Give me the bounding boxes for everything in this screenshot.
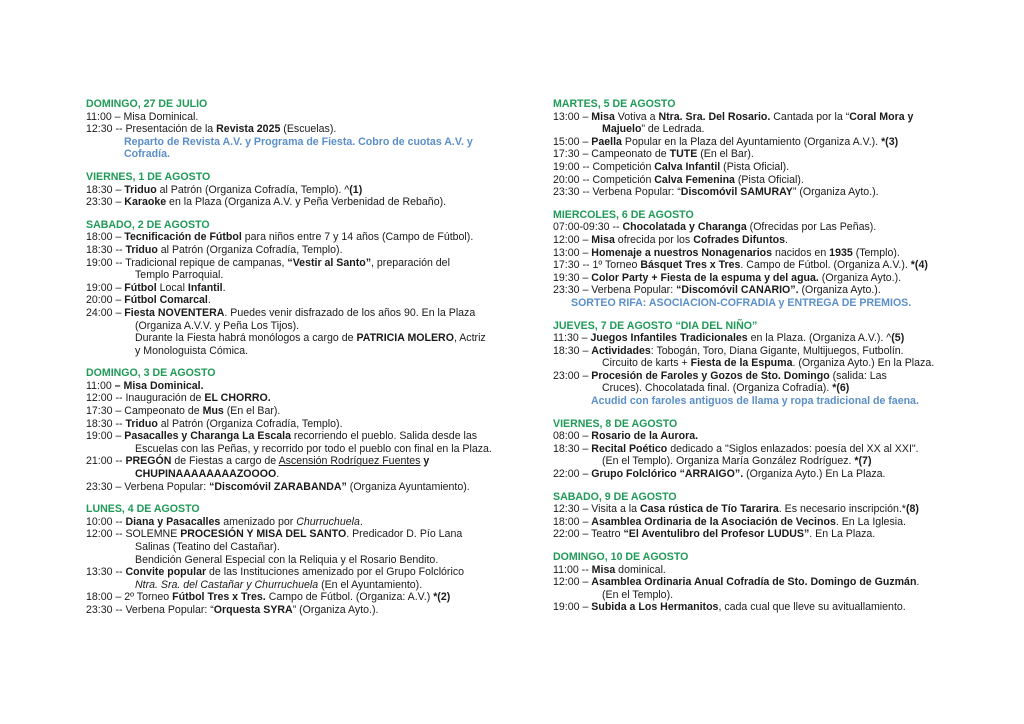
- event: [86, 380, 506, 393]
- event-time: 10:00 --: [86, 515, 126, 528]
- event-highlight: Casa rústica de Tío Tararira: [639, 503, 779, 516]
- event-highlight: Subida a Los Hermanitos: [591, 601, 719, 614]
- day-viernes-8-agosto: [553, 418, 953, 481]
- day-title: VIERNES, 1 DE AGOSTO: [86, 170, 211, 183]
- footnote-ref: (8): [905, 503, 919, 516]
- event-highlight: Calva Femenina: [654, 173, 735, 186]
- event-highlight: Básquet Tres x Tres: [640, 259, 741, 272]
- event: [553, 528, 953, 541]
- event-text: (Pista Oficial).: [720, 160, 790, 173]
- event-highlight: Convite popular: [125, 566, 207, 579]
- event-time: 19:30 –: [553, 271, 592, 284]
- event-text: . Campo de Fútbol. (Organiza A.V.).: [740, 259, 911, 272]
- event-highlight: Calva Infantil: [654, 160, 721, 173]
- event-text: 17:30 – Campeonato de: [553, 148, 670, 161]
- event-highlight: Chocolatada y Charanga: [622, 221, 747, 234]
- event-time: 18:30 –: [86, 183, 125, 196]
- event-text: 19:00 -- Tradicional repique de campanas,: [86, 256, 288, 269]
- event-highlight: Infantil: [187, 281, 223, 294]
- event-text: 17:30 – Campeonato de: [86, 405, 203, 418]
- event-highlight: Tecnificación de Fútbol: [124, 231, 242, 244]
- event-text: 22:00 – Teatro: [553, 528, 624, 541]
- event-text: . Puedes venir disfrazado de los años 90. En la Plaza: [224, 306, 476, 319]
- event-continuation: [553, 357, 953, 370]
- event-text: , Actriz: [453, 332, 486, 345]
- event: [86, 418, 506, 431]
- note: Cofradía.: [124, 148, 170, 161]
- event-text: .: [222, 281, 226, 294]
- footnote-ref: *(3): [881, 135, 899, 148]
- note: SORTEO RIFA: ASOCIACION-COFRADIA y ENTREGA DE PREMIOS.: [571, 296, 912, 309]
- event-text: amenizado por: [220, 515, 297, 528]
- event-highlight: Fiesta NOVENTERA: [124, 306, 225, 319]
- note: Acudid con faroles antiguos de llama y ropa tradicional de faena.: [591, 395, 919, 408]
- event: [86, 244, 506, 257]
- event: [86, 528, 506, 566]
- day-title: MARTES, 5 DE AGOSTO: [553, 98, 676, 110]
- day-title: JUEVES, 7 DE AGOSTO “DIA DEL NIÑO”: [553, 319, 758, 332]
- event-time: 19:00 –: [86, 430, 125, 443]
- event-continuation: Escuelas con las Peñas, y recorrido por todo el pueblo con final en la Plaza.: [135, 442, 492, 455]
- event-text: recorriendo el pueblo. Salida desde las: [290, 430, 478, 443]
- event: [86, 455, 506, 480]
- event-highlight: PATRICIA MOLERO: [356, 332, 454, 345]
- event-time: 18:00 –: [86, 231, 125, 244]
- event: [86, 111, 506, 124]
- event-highlight: y: [420, 455, 430, 468]
- event-text: : Tobogán, Toro, Diana Gigante, Multijuegos, Futbolín.: [650, 344, 904, 357]
- event-text: Cantada por la “: [770, 110, 850, 123]
- event-highlight: PROCESIÓN Y MISA DEL SANTO: [180, 528, 347, 541]
- event-continuation: [86, 468, 506, 481]
- event-continuation: [553, 123, 953, 136]
- event-time: 13:30 --: [86, 566, 126, 579]
- footnote-ref: *(7): [854, 455, 872, 468]
- event-time: 21:00 --: [86, 455, 126, 468]
- event-highlight: Pasacalles y Charanga La Escala: [124, 430, 291, 443]
- event-text: ” de Ledrada.: [641, 123, 705, 136]
- event-text: (En el Ayuntamiento).: [318, 578, 423, 591]
- event-text: Cruces). Chocolatada final. (Organiza Cofradía).: [602, 382, 833, 395]
- day-title: DOMINGO, 3 DE AGOSTO: [86, 367, 216, 380]
- event-continuation: (Organiza A.V.V. y Peña Los Tijos).: [135, 319, 300, 332]
- event-italic: Churruchuela: [296, 515, 360, 528]
- event-text: .: [276, 468, 280, 481]
- event-text: Votiva a: [614, 110, 659, 123]
- event-time: 23:00 –: [553, 369, 592, 382]
- day-sabado-2-agosto: [86, 219, 506, 358]
- event-text: para niños entre 7 y 14 años (Campo de Fútbol).: [241, 231, 474, 244]
- event: [553, 174, 953, 187]
- day-title: VIERNES, 8 DE AGOSTO: [553, 417, 678, 430]
- event: [553, 272, 953, 285]
- event-time: 22:00 –: [553, 468, 592, 481]
- event-text: 12:30 -- Presentación de la: [86, 123, 217, 136]
- event-time: 12:00 –: [553, 233, 592, 246]
- event-text: (Organiza Ayto.).: [798, 284, 881, 297]
- event-text: Campo de Fútbol. (Organiza: A.V.): [265, 591, 434, 604]
- event-text: al Patrón (Organiza Cofradía, Templo). ^: [156, 183, 350, 196]
- speaker-name: Ascensión Rodríguez Fuentes: [278, 455, 421, 468]
- event: [86, 430, 506, 455]
- event: [553, 601, 953, 614]
- day-viernes-1-agosto: [86, 171, 506, 209]
- event-highlight: Cofrades Difuntos: [693, 233, 786, 246]
- event-highlight: Diana y Pasacalles: [125, 515, 221, 528]
- event-highlight: Revista 2025: [216, 123, 281, 136]
- event-highlight: EL CHORRO.: [204, 392, 271, 405]
- event-highlight: Misa: [591, 233, 615, 246]
- event-text: 23:30 – Verbena Popular:: [86, 480, 210, 493]
- event-highlight: “El Aventulibro del Profesor LUDUS”: [623, 528, 810, 541]
- event-time: 07:00-09:30 --: [553, 221, 623, 234]
- event-text: 17:30 -- 1º Torneo: [553, 259, 641, 272]
- event: [86, 481, 506, 494]
- event: [86, 307, 506, 357]
- event: [553, 430, 953, 443]
- event-highlight: Discomóvil SAMURAY: [680, 186, 793, 199]
- event-highlight: Fútbol Tres x Tres.: [172, 591, 266, 604]
- day-domingo-27-julio: [86, 98, 506, 161]
- event-text: Local: [156, 281, 188, 294]
- event: [553, 503, 953, 516]
- footnote-ref: *(6): [832, 382, 850, 395]
- event-text: 12:00 -- SOLEMNE: [86, 528, 181, 541]
- day-lunes-4-agosto: [86, 503, 506, 616]
- footnote-ref: *(4): [910, 259, 928, 272]
- event-highlight: Asamblea Ordinaria de la Asociación de Vecinos: [591, 515, 836, 528]
- day-domingo-3-agosto: [86, 367, 506, 493]
- event-text: 18:00 – 2º Torneo: [86, 591, 173, 604]
- event-text: Popular en la Plaza del Ayuntamiento (Organiza A.V.).: [621, 135, 882, 148]
- event-highlight: Procesión de Faroles y Gozos de Sto. Domingo: [591, 369, 830, 382]
- event: [86, 257, 506, 282]
- event-text: 12:00 -- Inauguración de: [86, 392, 205, 405]
- event-text: (Organiza Ayuntamiento).: [346, 480, 470, 493]
- event-time: 19:00 –: [553, 601, 592, 614]
- event-continuation: [553, 382, 953, 395]
- event-text: Circuito de karts +: [602, 357, 691, 370]
- event: [86, 405, 506, 418]
- event-highlight: Rosario de la Aurora.: [591, 430, 699, 443]
- event-time: 13:00 –: [553, 110, 592, 123]
- footnote-ref: (5): [891, 332, 905, 345]
- event: [553, 186, 953, 199]
- event-text: 19:00 -- Competición: [553, 160, 655, 173]
- event-highlight: Karaoke: [124, 196, 167, 209]
- event-text: (Organiza Ayto.) En La Plaza.: [743, 468, 886, 481]
- event-highlight: – Misa Dominical.: [114, 379, 204, 392]
- event-text: . En La Plaza.: [809, 528, 876, 541]
- event-text: . (Organiza Ayto.) En la Plaza.: [792, 357, 935, 370]
- left-column: [86, 98, 506, 627]
- day-title: DOMINGO, 27 DE JULIO: [86, 98, 208, 110]
- event-highlight: Paella: [591, 135, 622, 148]
- event-text: . Es necesario inscripción.*: [778, 503, 906, 516]
- footnote-ref: (1): [349, 183, 363, 196]
- day-sabado-9-agosto: [553, 491, 953, 541]
- event: [553, 111, 953, 136]
- event-text: 23:30 -- Verbena Popular: “: [86, 603, 214, 616]
- event-text: nacidos en: [772, 246, 830, 259]
- footnote-ref: *(2): [433, 591, 451, 604]
- event: [86, 231, 506, 244]
- event-text: dedicado a "Siglos enlazados: poesía del XX al XXI".: [667, 442, 919, 455]
- event-time: 11:30 –: [553, 332, 591, 345]
- event-time: 18:30 --: [86, 243, 126, 256]
- event-highlight: Recital Poético: [591, 442, 668, 455]
- event-text: 23:30 -- Verbena Popular: “: [553, 186, 681, 199]
- event-highlight: Triduo: [124, 183, 157, 196]
- event-time: 08:00 –: [553, 430, 592, 443]
- event-continuation: [553, 455, 953, 468]
- event-text: (salida: Las: [829, 369, 887, 382]
- event: [86, 184, 506, 197]
- event-highlight: Grupo Folclórico “ARRAIGO”.: [591, 468, 744, 481]
- event-text: . Predicador D. Pío Lana: [346, 528, 463, 541]
- event-highlight: Misa: [591, 110, 615, 123]
- event: [553, 161, 953, 174]
- event-highlight: CHUPINAAAAAAAAZOOOO: [135, 468, 277, 481]
- event: [86, 196, 506, 209]
- event-highlight: Majuelo: [602, 123, 642, 136]
- event: [553, 516, 953, 529]
- event-time: 18:30 –: [553, 442, 592, 455]
- day-title: SABADO, 9 DE AGOSTO: [553, 490, 677, 503]
- event-highlight: Fiesta de la Espuma: [690, 357, 793, 370]
- event-time: 18:00 –: [553, 515, 592, 528]
- event: [553, 443, 953, 468]
- event-continuation: y Monologuista Cómica.: [135, 344, 249, 357]
- event-text: (Escuelas).: [280, 123, 337, 136]
- day-miercoles-6-agosto: [553, 209, 953, 310]
- event-time: 18:30 –: [553, 344, 592, 357]
- event-time: 11:00: [86, 379, 115, 392]
- event-italic: Ntra. Sra. del Castañar y Churruchuela: [135, 578, 319, 591]
- event-highlight: Fútbol Comarcal: [124, 294, 208, 307]
- event-highlight: 1935: [829, 246, 853, 259]
- event-continuation: Templo Parroquial.: [135, 269, 224, 282]
- event-text: (Ofrecidas por Las Peñas).: [746, 221, 877, 234]
- event-time: 12:00 –: [553, 576, 592, 589]
- event-highlight: Asamblea Ordinaria Anual Cofradía de Sto. Domingo de Guzmán: [591, 576, 917, 589]
- event-time: 13:00 –: [553, 246, 592, 259]
- event-text: al Patrón (Organiza Cofradía, Templo).: [157, 417, 343, 430]
- event: [553, 148, 953, 161]
- event: [86, 516, 506, 529]
- event-highlight: Juegos Infantiles Tradicionales: [590, 332, 748, 345]
- event-highlight: Fútbol: [124, 281, 157, 294]
- event: [553, 332, 953, 345]
- day-title: DOMINGO, 10 DE AGOSTO: [553, 551, 689, 563]
- event-text: en la Plaza (Organiza A.V. y Peña Verbenidad de Rebaño).: [166, 196, 447, 209]
- event: [553, 576, 953, 601]
- event-text: , preparación del: [371, 256, 450, 269]
- event-highlight: Triduo: [125, 417, 158, 430]
- event-highlight: “Discomóvil CANARIO”.: [676, 284, 799, 297]
- event-highlight: Triduo: [125, 243, 158, 256]
- event-highlight: Homenaje a nuestros Nonagenarios: [591, 246, 773, 259]
- event-highlight: “Vestir al Santo”: [287, 256, 372, 269]
- event-text: .: [207, 294, 211, 307]
- event: [86, 566, 506, 591]
- event: [86, 604, 506, 617]
- event: [553, 345, 953, 370]
- event-text: (Pista Oficial).: [734, 173, 804, 186]
- event-highlight: Actividades: [591, 344, 651, 357]
- event-continuation: Bendición General Especial con la Reliquia y el Rosario Bendito.: [135, 553, 439, 566]
- event: [553, 221, 953, 234]
- event-text: (En el Bar).: [697, 148, 754, 161]
- event-text: . En La Iglesia.: [835, 515, 906, 528]
- day-jueves-7-agosto: [553, 320, 953, 408]
- day-title: MIERCOLES, 6 DE AGOSTO: [553, 208, 694, 221]
- event-text: ” (Organiza Ayto.).: [292, 603, 379, 616]
- event-highlight: Orquesta SYRA: [213, 603, 293, 616]
- event-text: .: [359, 515, 363, 528]
- event-text: 23:30 – Verbena Popular:: [553, 284, 677, 297]
- event-text: 12:30 – Visita a la: [553, 503, 640, 516]
- event: [553, 259, 953, 272]
- event-text: ” (Organiza Ayto.).: [792, 186, 879, 199]
- event-text: de las Instituciones amenizado por el Grupo Folclórico: [206, 566, 465, 579]
- event-time: 18:30 --: [86, 417, 126, 430]
- event-continuation: [86, 332, 506, 345]
- event-text: (En el Templo). Organiza María González Rodríguez.: [602, 455, 855, 468]
- event-time: 11:00 --: [553, 563, 592, 576]
- day-title: LUNES, 4 DE AGOSTO: [86, 503, 200, 516]
- event-text: ofrecida por los: [614, 233, 694, 246]
- event-time: 24:00 –: [86, 306, 125, 319]
- event-highlight: Coral Mora y: [849, 110, 914, 123]
- event-text: 11:00 – Misa Dominical.: [86, 110, 199, 123]
- day-martes-5-agosto: [553, 98, 953, 199]
- event: [553, 564, 953, 577]
- event-continuation: Salinas (Teatino del Castañar).: [135, 541, 280, 553]
- event-highlight: “Discomóvil ZARABANDA”: [209, 480, 347, 493]
- event: [553, 247, 953, 260]
- event-time: 19:00 –: [86, 281, 125, 294]
- event-text: Durante la Fiesta habrá monólogos a cargo de: [135, 332, 357, 345]
- event-text: .: [785, 233, 788, 246]
- event-text: al Patrón (Organiza Cofradía, Templo).: [157, 243, 343, 256]
- event-highlight: Color Party + Fiesta de la espuma y del agua.: [591, 271, 819, 284]
- event: [553, 284, 953, 297]
- event-text: (Templo).: [852, 246, 900, 259]
- event-highlight: PREGÓN: [125, 455, 172, 468]
- event: [553, 234, 953, 247]
- event-highlight: TUTE: [669, 148, 698, 161]
- right-column: [553, 98, 953, 624]
- event-text: de Fiestas a cargo de: [171, 455, 279, 468]
- event-text: en la Plaza. (Organiza A.V.). ^: [747, 332, 892, 345]
- event-text: , cada cual que lleve su avituallamiento.: [718, 601, 906, 614]
- event-time: 23:30 –: [86, 196, 125, 209]
- event-text: 20:00 -- Competición: [553, 173, 655, 186]
- event-text: .: [916, 576, 920, 589]
- event-text: (Organiza Ayto.).: [818, 271, 902, 284]
- event-time: 20:00 –: [86, 294, 125, 307]
- note: Reparto de Revista A.V. y Programa de Fiesta. Cobro de cuotas A.V. y: [124, 135, 473, 148]
- event: [86, 591, 506, 604]
- event-continuation: [86, 579, 506, 592]
- event: [86, 294, 506, 307]
- event-text: (En el Bar).: [223, 405, 281, 418]
- event-time: 15:00 –: [553, 135, 592, 148]
- day-title: SABADO, 2 DE AGOSTO: [86, 218, 210, 231]
- event-continuation: (En el Templo).: [602, 588, 674, 601]
- event: [86, 123, 506, 136]
- event: [553, 136, 953, 149]
- event-text: dominical.: [615, 563, 666, 576]
- event-highlight: Ntra. Sra. Del Rosario.: [658, 110, 771, 123]
- event: [86, 392, 506, 405]
- event-highlight: Misa: [591, 563, 616, 576]
- event-highlight: Mus: [202, 405, 224, 418]
- event: [86, 282, 506, 295]
- event: [553, 468, 953, 481]
- event: [553, 370, 953, 395]
- day-domingo-10-agosto: [553, 551, 953, 614]
